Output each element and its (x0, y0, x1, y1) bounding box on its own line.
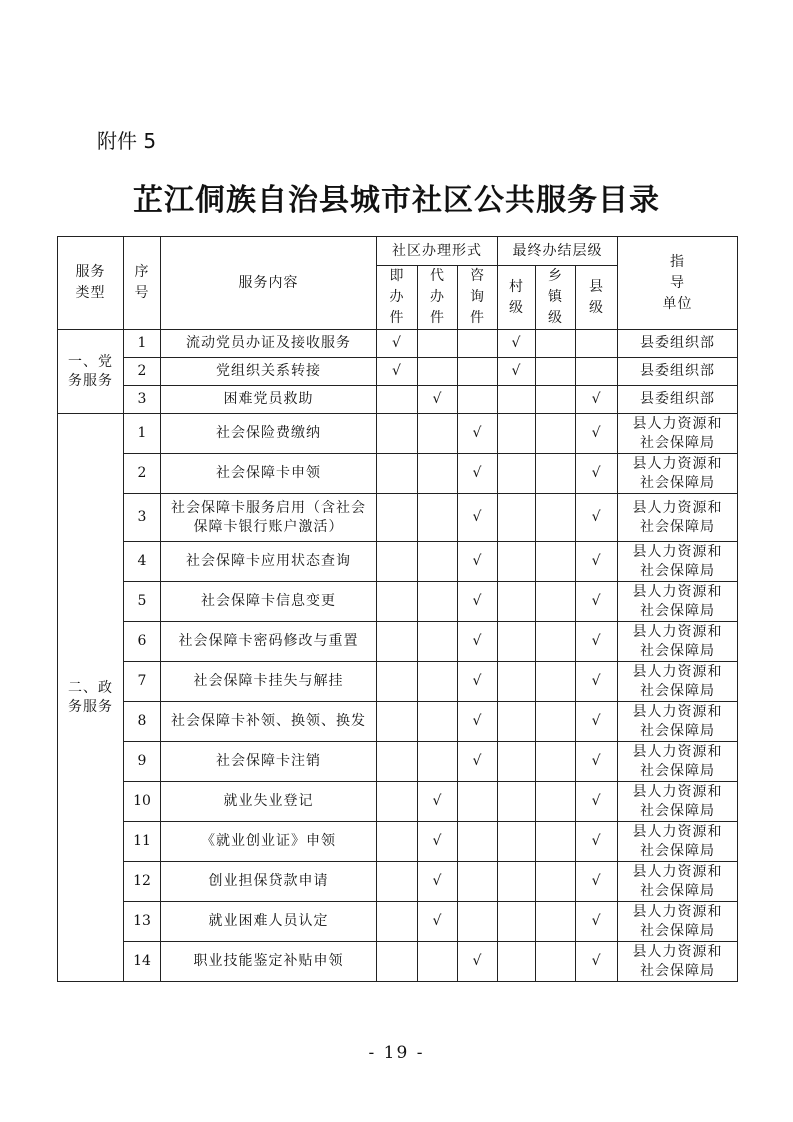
check-county-cell: √ (576, 494, 618, 542)
check-immediate-cell (377, 622, 418, 662)
guide-unit-cell (618, 414, 738, 454)
service-content-cell (161, 742, 377, 782)
check-immediate-cell (377, 386, 418, 414)
check-consult-cell: √ (458, 942, 498, 982)
guide-unit-line: 社会保障局 (640, 518, 716, 535)
guide-unit-cell (618, 862, 738, 902)
serial-no-cell: 9 (124, 742, 161, 782)
header-township (536, 266, 576, 330)
guide-unit-cell (618, 582, 738, 622)
header-final-level: 最终办结层级 (498, 237, 618, 266)
guide-unit-line: 社会保障局 (640, 802, 716, 819)
guide-unit-line: 县人力资源和 (632, 663, 723, 680)
table-row (58, 822, 738, 862)
header-consult (458, 266, 498, 330)
check-consult-cell (458, 358, 498, 386)
service-content-line: 职业技能鉴定补贴申领 (193, 953, 344, 970)
header-consult-char: 咨 (470, 268, 485, 284)
guide-unit-cell (618, 822, 738, 862)
service-content-cell (161, 862, 377, 902)
header-village (498, 266, 536, 330)
check-proxy-cell: √ (418, 902, 458, 942)
check-county-cell: √ (576, 702, 618, 742)
check-township-cell (536, 454, 576, 494)
check-proxy-cell (418, 330, 458, 358)
check-village-cell (498, 454, 536, 494)
check-township-cell (536, 782, 576, 822)
serial-no-cell: 1 (124, 414, 161, 454)
table-row (58, 454, 738, 494)
header-proxy (418, 266, 458, 330)
guide-unit-cell (618, 494, 738, 542)
service-content-cell (161, 782, 377, 822)
check-village-cell (498, 662, 536, 702)
check-village-cell (498, 494, 536, 542)
header-service-content: 服务内容 (161, 237, 377, 330)
guide-unit-cell (618, 702, 738, 742)
service-content-line: 社会保障卡申领 (216, 465, 321, 482)
service-content-line: 困难党员救助 (223, 391, 314, 408)
guide-unit-line: 县人力资源和 (632, 743, 723, 760)
check-county-cell: √ (576, 782, 618, 822)
check-county-cell: √ (576, 454, 618, 494)
serial-no-cell: 14 (124, 942, 161, 982)
service-content-cell (161, 582, 377, 622)
header-serial-no (124, 237, 161, 330)
check-village-cell (498, 742, 536, 782)
service-content-cell (161, 454, 377, 494)
service-category-cell (58, 330, 124, 414)
header-township-char: 乡 (548, 268, 564, 284)
table-row (58, 386, 738, 414)
guide-unit-line: 社会保障局 (640, 562, 716, 579)
guide-unit-cell (618, 454, 738, 494)
check-immediate-cell (377, 542, 418, 582)
header-service-type-line: 类型 (75, 285, 106, 301)
check-immediate-cell (377, 702, 418, 742)
header-proxy-char: 办 (430, 289, 445, 305)
guide-unit-cell (618, 622, 738, 662)
check-township-cell (536, 386, 576, 414)
check-proxy-cell (418, 414, 458, 454)
check-proxy-cell (418, 742, 458, 782)
check-consult-cell: √ (458, 414, 498, 454)
page-number: - 19 - (368, 1043, 425, 1063)
guide-unit-line: 县人力资源和 (632, 703, 723, 720)
table-row (58, 494, 738, 542)
service-content-line: 社会保障卡挂失与解挂 (193, 673, 344, 690)
check-immediate-cell (377, 902, 418, 942)
table-body (58, 330, 738, 982)
guide-unit-line: 社会保障局 (640, 474, 716, 491)
guide-unit-line: 县人力资源和 (632, 943, 723, 960)
serial-no-cell: 3 (124, 386, 161, 414)
header-immediate-char: 件 (389, 310, 405, 326)
check-immediate-cell (377, 662, 418, 702)
check-consult-cell: √ (458, 662, 498, 702)
check-immediate-cell: √ (377, 358, 418, 386)
guide-unit-line: 社会保障局 (640, 682, 716, 699)
table-row (58, 782, 738, 822)
header-community-form: 社区办理形式 (377, 237, 498, 266)
service-content-cell (161, 702, 377, 742)
serial-no-cell: 12 (124, 862, 161, 902)
check-consult-cell (458, 386, 498, 414)
check-proxy-cell: √ (418, 386, 458, 414)
check-immediate-cell (377, 582, 418, 622)
check-proxy-cell: √ (418, 862, 458, 902)
check-village-cell (498, 902, 536, 942)
service-content-cell (161, 902, 377, 942)
service-catalog-table (57, 236, 738, 982)
header-immediate (377, 266, 418, 330)
header-guide-unit-line: 指 (670, 253, 686, 270)
check-consult-cell (458, 330, 498, 358)
guide-unit-cell (618, 742, 738, 782)
header-immediate-char: 即 (389, 268, 405, 284)
check-immediate-cell (377, 822, 418, 862)
check-village-cell (498, 702, 536, 742)
service-content-line: 社会保障卡密码修改与重置 (178, 633, 359, 650)
check-village-cell: √ (498, 330, 536, 358)
service-category-line: 二、政 (68, 679, 113, 696)
check-immediate-cell (377, 494, 418, 542)
check-township-cell (536, 582, 576, 622)
service-content-cell (161, 942, 377, 982)
service-category-line: 务服务 (68, 372, 113, 389)
guide-unit-line: 县人力资源和 (632, 903, 723, 920)
guide-unit-line: 县人力资源和 (632, 823, 723, 840)
check-immediate-cell (377, 742, 418, 782)
check-county-cell: √ (576, 822, 618, 862)
check-consult-cell: √ (458, 454, 498, 494)
check-consult-cell (458, 822, 498, 862)
header-guide-unit-line: 导 (670, 274, 686, 291)
check-township-cell (536, 702, 576, 742)
guide-unit-line: 社会保障局 (640, 722, 716, 739)
check-consult-cell (458, 862, 498, 902)
header-service-type-line: 服务 (75, 264, 106, 280)
service-content-line: 社会保障卡服务启用（含社会 (171, 499, 366, 516)
check-county-cell (576, 358, 618, 386)
check-village-cell (498, 414, 536, 454)
guide-unit-line: 社会保障局 (640, 602, 716, 619)
service-content-line: 流动党员办证及接收服务 (186, 335, 351, 352)
service-content-cell (161, 358, 377, 386)
check-proxy-cell (418, 582, 458, 622)
table-row (58, 902, 738, 942)
guide-unit-cell (618, 662, 738, 702)
guide-unit-cell (618, 782, 738, 822)
guide-unit-line: 县人力资源和 (632, 623, 723, 640)
service-content-line: 保障卡银行账户激活） (193, 518, 344, 535)
check-proxy-cell (418, 542, 458, 582)
check-immediate-cell (377, 782, 418, 822)
service-category-line: 一、党 (68, 353, 113, 370)
check-township-cell (536, 662, 576, 702)
table-row (58, 414, 738, 454)
guide-unit-line: 社会保障局 (640, 962, 716, 979)
check-village-cell (498, 942, 536, 982)
page-title: 芷江侗族自治县城市社区公共服务目录 (133, 183, 660, 218)
service-content-line: 社会保险费缴纳 (216, 425, 321, 442)
check-immediate-cell (377, 414, 418, 454)
service-content-cell (161, 330, 377, 358)
check-county-cell: √ (576, 902, 618, 942)
check-county-cell: √ (576, 386, 618, 414)
check-county-cell: √ (576, 942, 618, 982)
check-county-cell (576, 330, 618, 358)
check-township-cell (536, 542, 576, 582)
service-content-cell (161, 494, 377, 542)
check-township-cell (536, 330, 576, 358)
check-township-cell (536, 494, 576, 542)
service-content-cell (161, 386, 377, 414)
table-row (58, 622, 738, 662)
service-content-cell (161, 414, 377, 454)
check-village-cell (498, 542, 536, 582)
check-township-cell (536, 942, 576, 982)
check-immediate-cell (377, 942, 418, 982)
check-proxy-cell (418, 942, 458, 982)
check-county-cell: √ (576, 542, 618, 582)
check-village-cell (498, 782, 536, 822)
table-row (58, 702, 738, 742)
check-consult-cell (458, 902, 498, 942)
guide-unit-line: 县委组织部 (640, 363, 716, 380)
serial-no-cell: 13 (124, 902, 161, 942)
service-content-line: 党组织关系转接 (216, 363, 321, 380)
check-proxy-cell: √ (418, 822, 458, 862)
header-proxy-char: 件 (430, 310, 445, 326)
serial-no-cell: 2 (124, 454, 161, 494)
header-consult-char: 件 (470, 310, 485, 326)
service-category-cell (58, 414, 124, 982)
check-consult-cell: √ (458, 582, 498, 622)
check-village-cell (498, 386, 536, 414)
serial-no-cell: 2 (124, 358, 161, 386)
service-content-line: 《就业创业证》申领 (201, 833, 336, 850)
serial-no-cell: 6 (124, 622, 161, 662)
check-proxy-cell (418, 454, 458, 494)
check-immediate-cell (377, 454, 418, 494)
guide-unit-line: 县委组织部 (640, 391, 716, 408)
check-village-cell (498, 862, 536, 902)
header-row-1 (58, 237, 738, 266)
guide-unit-cell (618, 358, 738, 386)
header-county-char: 县 (589, 278, 605, 295)
table-row (58, 542, 738, 582)
header-county (576, 266, 618, 330)
guide-unit-line: 社会保障局 (640, 882, 716, 899)
check-township-cell (536, 622, 576, 662)
table-row (58, 662, 738, 702)
check-proxy-cell (418, 662, 458, 702)
guide-unit-line: 县人力资源和 (632, 583, 723, 600)
header-serial-no-line: 号 (134, 285, 150, 301)
header-township-char: 镇 (548, 289, 564, 305)
header-consult-char: 询 (470, 289, 485, 305)
guide-unit-cell (618, 330, 738, 358)
header-township-char: 级 (548, 310, 564, 326)
check-consult-cell (458, 782, 498, 822)
header-guide-unit-line: 单位 (662, 295, 693, 312)
table-row (58, 742, 738, 782)
check-proxy-cell (418, 622, 458, 662)
service-category-line: 务服务 (68, 698, 113, 715)
check-proxy-cell: √ (418, 782, 458, 822)
check-immediate-cell (377, 862, 418, 902)
service-content-cell (161, 822, 377, 862)
service-content-line: 就业失业登记 (223, 793, 314, 810)
service-content-line: 社会保障卡信息变更 (201, 593, 336, 610)
guide-unit-line: 县人力资源和 (632, 415, 723, 432)
guide-unit-line: 社会保障局 (640, 434, 716, 451)
check-county-cell: √ (576, 862, 618, 902)
service-content-line: 就业困难人员认定 (208, 913, 329, 930)
service-content-line: 社会保障卡注销 (216, 753, 321, 770)
check-township-cell (536, 862, 576, 902)
header-village-char: 村 (509, 278, 525, 295)
service-content-cell (161, 662, 377, 702)
guide-unit-line: 社会保障局 (640, 762, 716, 779)
guide-unit-line: 社会保障局 (640, 842, 716, 859)
check-county-cell: √ (576, 582, 618, 622)
check-township-cell (536, 358, 576, 386)
check-immediate-cell: √ (377, 330, 418, 358)
check-proxy-cell (418, 494, 458, 542)
check-county-cell: √ (576, 414, 618, 454)
guide-unit-line: 社会保障局 (640, 922, 716, 939)
serial-no-cell: 11 (124, 822, 161, 862)
header-guide-unit (618, 237, 738, 330)
serial-no-cell: 8 (124, 702, 161, 742)
serial-no-cell: 1 (124, 330, 161, 358)
guide-unit-line: 社会保障局 (640, 642, 716, 659)
check-consult-cell: √ (458, 702, 498, 742)
check-township-cell (536, 902, 576, 942)
check-proxy-cell (418, 702, 458, 742)
check-village-cell (498, 582, 536, 622)
header-immediate-char: 办 (389, 289, 405, 305)
check-village-cell (498, 822, 536, 862)
guide-unit-cell (618, 542, 738, 582)
serial-no-cell: 10 (124, 782, 161, 822)
guide-unit-line: 县委组织部 (640, 335, 716, 352)
check-village-cell (498, 622, 536, 662)
check-proxy-cell (418, 358, 458, 386)
table-row (58, 942, 738, 982)
table-row (58, 582, 738, 622)
guide-unit-line: 县人力资源和 (632, 783, 723, 800)
header-proxy-char: 代 (430, 268, 445, 284)
header-serial-no-line: 序 (134, 264, 150, 280)
check-county-cell: √ (576, 742, 618, 782)
check-consult-cell: √ (458, 622, 498, 662)
guide-unit-line: 县人力资源和 (632, 863, 723, 880)
guide-unit-cell (618, 902, 738, 942)
table-row (58, 358, 738, 386)
serial-no-cell: 3 (124, 494, 161, 542)
attachment-label: 附件 5 (97, 129, 157, 153)
check-township-cell (536, 742, 576, 782)
check-county-cell: √ (576, 622, 618, 662)
check-consult-cell: √ (458, 494, 498, 542)
guide-unit-line: 县人力资源和 (632, 455, 723, 472)
service-content-line: 社会保障卡应用状态查询 (186, 553, 351, 570)
guide-unit-cell (618, 942, 738, 982)
service-content-line: 社会保障卡补领、换领、换发 (171, 713, 366, 730)
header-village-char: 级 (509, 299, 525, 316)
serial-no-cell: 4 (124, 542, 161, 582)
check-township-cell (536, 822, 576, 862)
guide-unit-line: 县人力资源和 (632, 543, 723, 560)
table-row (58, 330, 738, 358)
service-content-cell (161, 542, 377, 582)
serial-no-cell: 7 (124, 662, 161, 702)
check-county-cell: √ (576, 662, 618, 702)
serial-no-cell: 5 (124, 582, 161, 622)
check-consult-cell: √ (458, 742, 498, 782)
header-service-type (58, 237, 124, 330)
check-village-cell: √ (498, 358, 536, 386)
guide-unit-line: 县人力资源和 (632, 499, 723, 516)
service-content-cell (161, 622, 377, 662)
service-content-line: 创业担保贷款申请 (208, 873, 329, 890)
check-township-cell (536, 414, 576, 454)
table-row (58, 862, 738, 902)
guide-unit-cell (618, 386, 738, 414)
header-county-char: 级 (589, 299, 605, 316)
check-consult-cell: √ (458, 542, 498, 582)
